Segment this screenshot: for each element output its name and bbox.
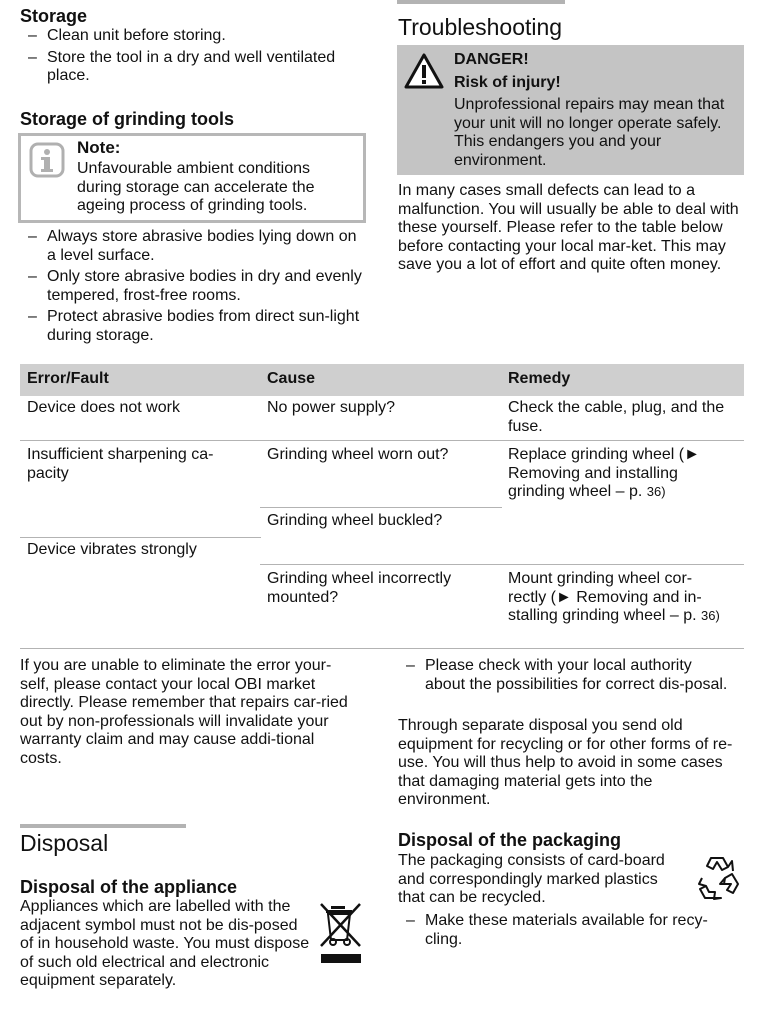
troubleshooting-intro: In many cases small defects can lead to a malfunction. You will usually be able to deal with these yourself. Please refer to the table below before contacting your local mar-ket. This may save you a lot of effort and quite often money. — [398, 182, 739, 273]
authority-list — [398, 657, 728, 697]
table-cell-fault-3: Device vibrates strongly — [27, 541, 197, 558]
table-cell-cause-2: Grinding wheel worn out? — [267, 446, 449, 463]
danger-text: Unprofessional repairs may mean that your unit will no longer operate safely. This endangers you and your environment. — [454, 96, 725, 169]
crossed-bin-icon — [318, 900, 366, 971]
storage-list — [20, 27, 370, 89]
info-icon — [29, 142, 65, 183]
table-header-fault: Error/Fault — [27, 370, 109, 387]
list-item: – Please check with your local authority about the possibilities for correct dis-posal. — [398, 657, 728, 694]
storage-grinding-list — [20, 228, 364, 348]
table-cell-fault-1: Device does not work — [27, 399, 180, 416]
table-divider — [20, 440, 744, 441]
table-cell-remedy-1: Check the cable, plug, and the fuse. — [508, 399, 725, 435]
warning-icon — [404, 53, 444, 94]
page-reference: 36) — [646, 484, 666, 499]
packaging-text: The packaging consists of card-board and correspondingly marked plastics that can be recycled. — [398, 852, 665, 906]
remedy-text: Replace grinding wheel (► Removing and installing grinding wheel – p. — [508, 446, 700, 500]
table-header — [20, 364, 744, 396]
table-cell-cause-3: Grinding wheel buckled? — [267, 512, 443, 529]
table-header-remedy: Remedy — [508, 370, 571, 387]
table-divider — [260, 564, 744, 565]
packaging-list — [398, 912, 738, 952]
note-text: Unfavourable ambient conditions during storage can accelerate the ageing process of grinding tools. — [77, 160, 315, 214]
contact-text: If you are unable to eliminate the error your-self, please contact your local OBI market directly. Please remember that repairs car-ried out by non-professionals will invalidate your warranty claim and may cause addi-tional costs. — [20, 657, 348, 767]
danger-box — [397, 45, 744, 175]
list-item: – Always store abrasive bodies lying down on a level surface. — [20, 228, 364, 265]
note-box — [18, 133, 366, 223]
troubleshooting-heading: Troubleshooting — [398, 14, 563, 40]
storage-heading: Storage — [20, 6, 88, 26]
list-item: – Clean unit before storing. — [20, 27, 370, 46]
table-cell-cause-1: No power supply? — [267, 399, 396, 416]
danger-title: DANGER! — [454, 51, 529, 68]
storage-grinding-heading: Storage of grinding tools — [20, 109, 234, 129]
table-cell-cause-4: Grinding wheel incorrectly mounted? — [267, 570, 452, 606]
table-cell-remedy-4 — [508, 570, 723, 626]
recycle-icon — [692, 852, 744, 909]
table-header-cause: Cause — [267, 370, 316, 387]
table-cell-fault-2: Insufficient sharpening ca-pacity — [27, 446, 214, 482]
packaging-heading: Disposal of the packaging — [398, 830, 622, 850]
appliance-text: Appliances which are labelled with the adjacent symbol must not be dis-posed of in household waste. You must dispose of such old electrical and electronic equipment separately. — [20, 898, 310, 989]
table-cell-remedy-2 — [508, 446, 733, 502]
page-reference: 36) — [701, 608, 720, 623]
separate-disposal-text: Through separate disposal you send old equipment for recycling or for other forms of re-use. You will thus help to avoid in some cases that damaging material gets into the environment. — [398, 717, 733, 808]
list-item: – Make these materials available for recy-cling. — [398, 912, 738, 949]
list-item: – Only store abrasive bodies in dry and evenly tempered, frost-free rooms. — [20, 268, 364, 305]
note-title: Note: — [77, 138, 121, 157]
section-bar — [20, 824, 186, 828]
table-divider — [260, 507, 502, 508]
section-bar — [397, 0, 565, 4]
table-divider — [20, 537, 261, 538]
disposal-heading: Disposal — [20, 830, 109, 856]
table-divider — [20, 648, 744, 649]
list-item: – Protect abrasive bodies from direct sun-light during storage. — [20, 308, 364, 345]
danger-subtitle: Risk of injury! — [454, 74, 561, 91]
appliance-heading: Disposal of the appliance — [20, 877, 238, 897]
remedy-text: Mount grinding wheel cor-rectly (► Removing and in-stalling grinding wheel – p. — [508, 570, 702, 624]
list-item: – Store the tool in a dry and well ventilated place. — [20, 49, 347, 86]
